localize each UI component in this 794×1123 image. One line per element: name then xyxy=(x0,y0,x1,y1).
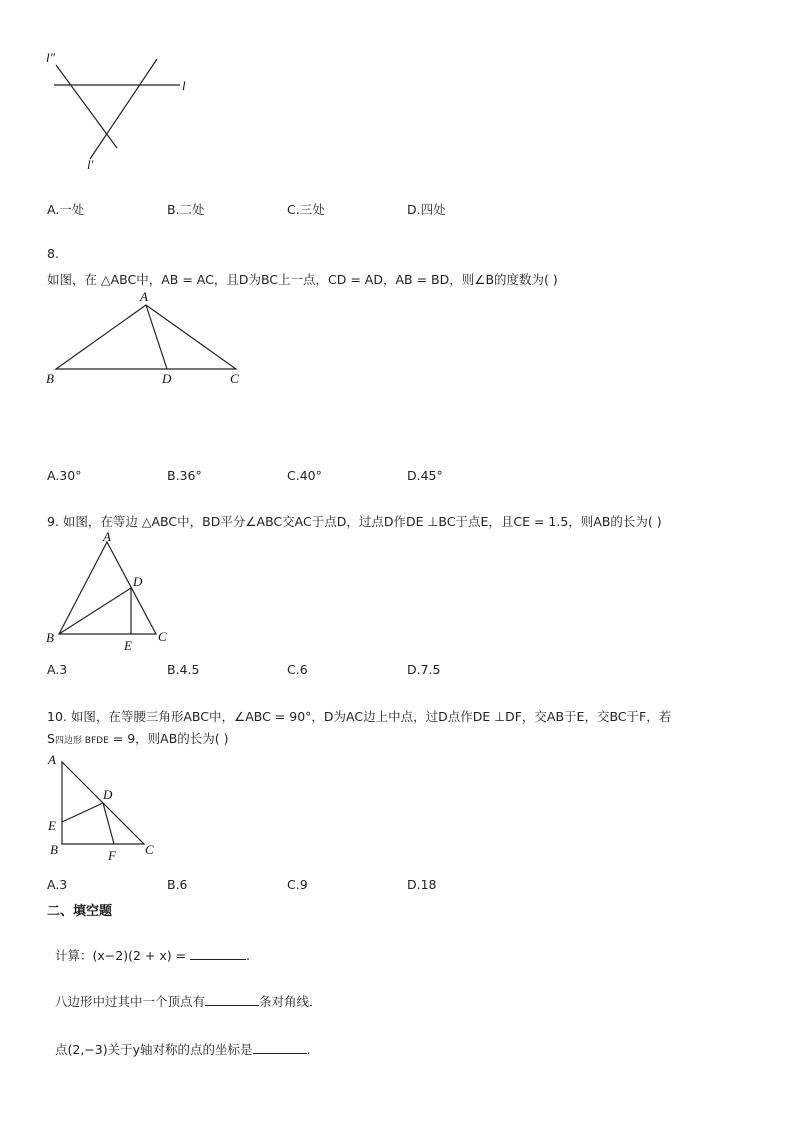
q8-option-a[interactable]: A.30° xyxy=(47,468,82,483)
q10-option-d[interactable]: D.18 xyxy=(407,877,437,892)
fill-item-2-text: 八边形中过其中一个顶点有 xyxy=(55,994,206,1009)
q10-figure xyxy=(40,750,170,865)
triangle-abc xyxy=(56,305,236,369)
q10-label-a: A xyxy=(48,752,56,767)
q9-label-e: E xyxy=(124,638,132,653)
segment-de xyxy=(62,803,103,822)
q9-label-b: B xyxy=(46,630,54,645)
q7-figure xyxy=(40,48,210,173)
q10-label-f: F xyxy=(108,848,116,863)
q10-stem-line2 xyxy=(47,729,229,747)
q8-stem: 如图，在 △ABC中，AB = AC，且D为BC上一点，CD = AD，AB = BD，则∠B的度数为( ) xyxy=(47,272,558,287)
q7-option-b[interactable]: B.二处 xyxy=(167,202,205,217)
fill-item-3-end: . xyxy=(306,1042,311,1057)
q9-option-a[interactable]: A.3 xyxy=(47,662,68,677)
q10-option-a[interactable]: A.3 xyxy=(47,877,68,892)
fill-item-2-blank[interactable] xyxy=(205,993,259,1006)
q8-label-b: B xyxy=(46,371,54,386)
q7-option-a[interactable]: A.一处 xyxy=(47,202,85,217)
q10-area-subscript: 四边形 BFDE xyxy=(54,736,109,746)
fill-item-1-end: . xyxy=(246,948,251,963)
fill-item-3-blank[interactable] xyxy=(253,1041,307,1054)
fill-item-3 xyxy=(55,1040,311,1058)
q9-option-c[interactable]: C.6 xyxy=(287,662,308,677)
fill-item-1-text: 计算：(x−2)(2 + x) = xyxy=(55,948,191,963)
q8-number: 8. xyxy=(47,246,59,261)
fill-item-1-blank[interactable] xyxy=(190,947,246,960)
q10-label-b: B xyxy=(50,842,58,857)
q8-label-a: A xyxy=(140,289,148,304)
q8-label-c: C xyxy=(230,371,239,386)
q9-stem: 9. 如图，在等边 △ABC中，BD平分∠ABC交AC于点D，过点D作DE ⊥BC于点E，且CE = 1.5，则AB的长为( ) xyxy=(47,514,662,529)
fill-item-2-end: 条对角线． xyxy=(259,994,322,1009)
q9-label-d: D xyxy=(133,574,143,589)
line-l-prime xyxy=(90,59,157,159)
fill-item-3-text: 点(2,−3)关于y轴对称的点的坐标是 xyxy=(55,1042,253,1057)
q8-label-d: D xyxy=(162,371,172,386)
q7-option-c[interactable]: C.三处 xyxy=(287,202,325,217)
q10-stem-line1: 10. 如图，在等腰三角形ABC中，∠ABC = 90°，D为AC边上中点，过D点作DE ⊥DF，交AB于E，交BC于F，若 xyxy=(47,709,672,724)
q8-option-b[interactable]: B.36° xyxy=(167,468,202,483)
segment-bd xyxy=(59,588,131,634)
q8-option-c[interactable]: C.40° xyxy=(287,468,322,483)
q10-area-symbol: S xyxy=(47,731,55,746)
q10-label-c: C xyxy=(145,842,154,857)
section-title-fill-in: 二、填空题 xyxy=(47,904,113,919)
segment-ad xyxy=(146,305,167,369)
line-l-double-prime xyxy=(56,65,117,148)
q9-label-c: C xyxy=(158,629,167,644)
q10-label-e: E xyxy=(48,818,56,833)
q9-option-b[interactable]: B.4.5 xyxy=(167,662,200,677)
q9-label-a: A xyxy=(103,530,111,544)
q7-option-d[interactable]: D.四处 xyxy=(407,202,446,217)
q10-option-b[interactable]: B.6 xyxy=(167,877,188,892)
q8-figure xyxy=(40,288,250,388)
q9-option-d[interactable]: D.7.5 xyxy=(407,662,441,677)
q8-option-d[interactable]: D.45° xyxy=(407,468,443,483)
fill-item-2 xyxy=(55,992,322,1010)
q10-stem-suffix: = 9，则AB的长为( ) xyxy=(108,731,229,746)
label-l: l xyxy=(182,78,186,93)
label-l-prime: l′ xyxy=(87,157,94,172)
q10-label-d: D xyxy=(103,787,113,802)
q9-figure xyxy=(40,530,180,655)
fill-item-1 xyxy=(55,946,250,964)
label-l-double-prime: l″ xyxy=(46,50,56,65)
q10-option-c[interactable]: C.9 xyxy=(287,877,308,892)
